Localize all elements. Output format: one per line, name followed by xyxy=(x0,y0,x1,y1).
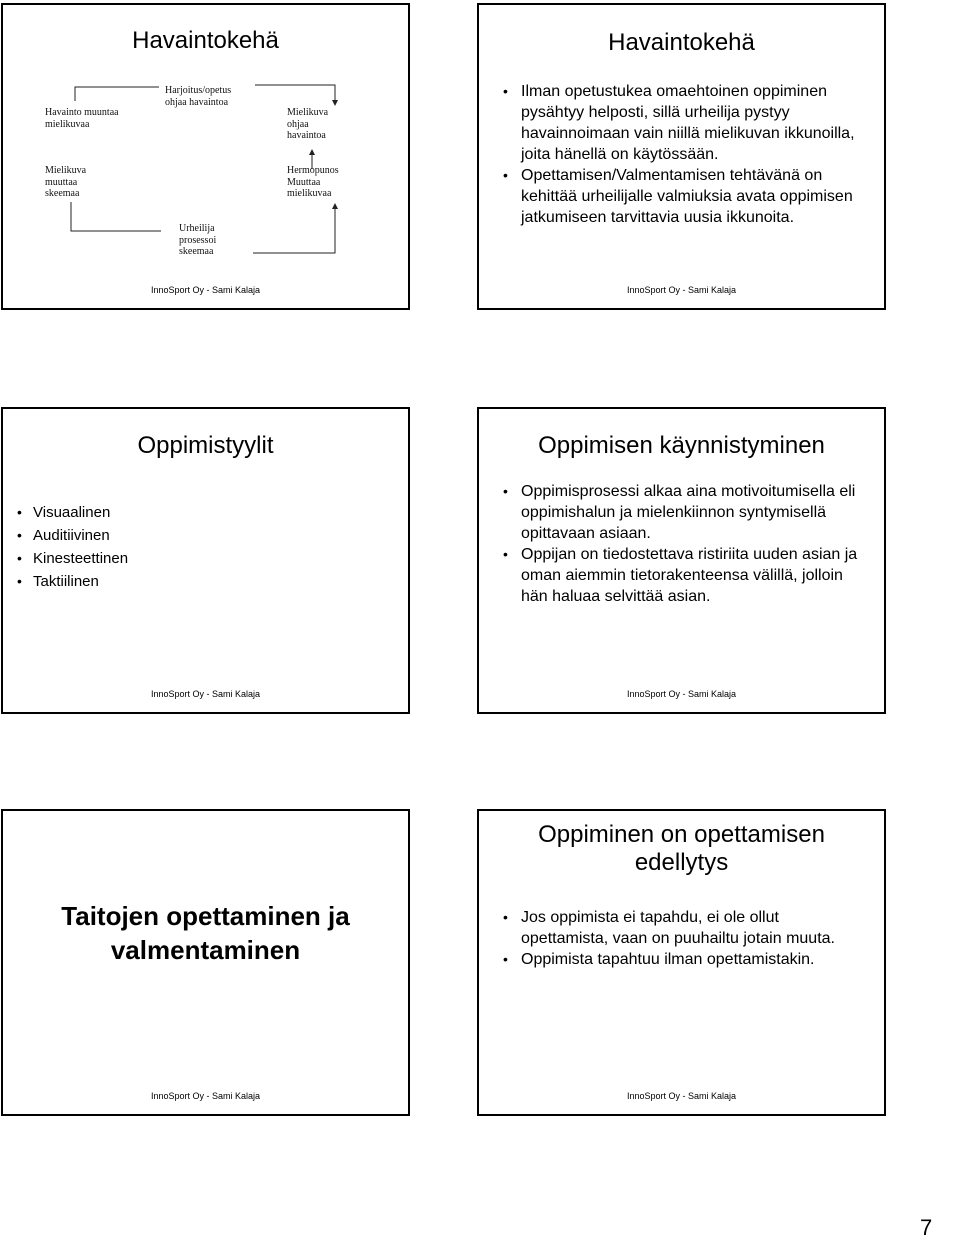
node-havainto-muuntaa-mielikuvaa: Havainto muuntaa mielikuvaa xyxy=(45,107,119,130)
bullet-item: • Taktiilinen xyxy=(15,570,215,593)
node-mielikuva-muuttaa-skeemaa: Mielikuva muuttaa skeemaa xyxy=(45,165,87,199)
bullet-item: • Kinesteettinen xyxy=(15,547,215,570)
slide-footer: InnoSport Oy - Sami Kalaja xyxy=(626,285,737,295)
page-number: 7 xyxy=(920,1215,933,1240)
bullet-item: • Oppimisprosessi alkaa aina motivoitumisella eli oppimishalun ja mielenkiinnon syntymisellä opittavaan asiaan. xyxy=(499,481,869,544)
connector-line xyxy=(253,207,335,253)
slide-havaintokeha-diagram xyxy=(1,3,410,310)
slide-oppiminen-edellytys xyxy=(477,809,886,1116)
bullet-list xyxy=(499,481,869,607)
slide-footer: InnoSport Oy - Sami Kalaja xyxy=(626,689,737,699)
slide-title: Oppiminen on opettamisen edellytys xyxy=(538,821,825,876)
slide-footer: InnoSport Oy - Sami Kalaja xyxy=(626,1091,737,1101)
slide-havaintokeha-text xyxy=(477,3,886,310)
bullet-item: • Ilman opetustukea omaehtoinen oppiminen pysähtyy helposti, sillä urheilija pystyy havainnoimaan vain niillä mielikuvan ikkunoilla, joita hänellä on käytössään. xyxy=(499,81,869,165)
slide-title: Oppimisen käynnistyminen xyxy=(538,432,825,459)
bullet-list xyxy=(15,501,215,593)
bullet-item: • Oppimista tapahtuu ilman opettamistakin. xyxy=(499,949,869,970)
node-harjoitus-opetus: Harjoitus/opetus ohjaa havaintoa xyxy=(165,85,232,108)
node-hermopunos: Hermopunos Muuttaa mielikuvaa xyxy=(287,165,339,199)
arrow-head-up xyxy=(332,203,338,209)
slide-title: Oppimistyylit xyxy=(137,432,274,459)
bullet-list xyxy=(499,81,869,228)
arrow-head-up xyxy=(309,149,315,155)
slide-oppimisen-kaynnistyminen xyxy=(477,407,886,714)
slide-footer: InnoSport Oy - Sami Kalaja xyxy=(150,689,261,699)
connector-line xyxy=(71,202,161,231)
node-urheilija-prosessoi: Urheilija prosessoi skeemaa xyxy=(179,223,217,257)
node-mielikuva-ohjaa-havaintoa: Mielikuva ohjaa havaintoa xyxy=(287,107,329,141)
slide-taitojen-opettaminen xyxy=(1,809,410,1116)
arrow-head-down xyxy=(332,100,338,106)
connector-line xyxy=(75,87,159,101)
slide-title: Havaintokehä xyxy=(132,27,279,54)
slide-title: Taitojen opettaminen ja valmentaminen xyxy=(61,901,350,965)
bullet-item: • Oppijan on tiedostettava ristiriita uuden asian ja oman aiemmin tietorakenteensa välillä, jolloin hän haluaa selvittää asian. xyxy=(499,544,869,607)
slide-oppimistyylit xyxy=(1,407,410,714)
bullet-item: • Auditiivinen xyxy=(15,524,215,547)
cycle-connector-lines xyxy=(3,5,408,308)
bullet-item: • Visuaalinen xyxy=(15,501,215,524)
bullet-item: • Jos oppimista ei tapahdu, ei ole ollut opettamista, vaan on puuhailtu jotain muuta. xyxy=(499,907,869,949)
bullet-list xyxy=(499,907,869,970)
slide-title: Havaintokehä xyxy=(608,29,755,56)
bullet-item: • Opettamisen/Valmentamisen tehtävänä on kehittää urheilijalle valmiuksia avata oppimisen jatkumiseen tarvittavia uusia ikkunoita. xyxy=(499,165,869,228)
slide-footer: InnoSport Oy - Sami Kalaja xyxy=(150,1091,261,1101)
slide-footer: InnoSport Oy - Sami Kalaja xyxy=(150,285,261,295)
connector-line xyxy=(255,85,335,101)
